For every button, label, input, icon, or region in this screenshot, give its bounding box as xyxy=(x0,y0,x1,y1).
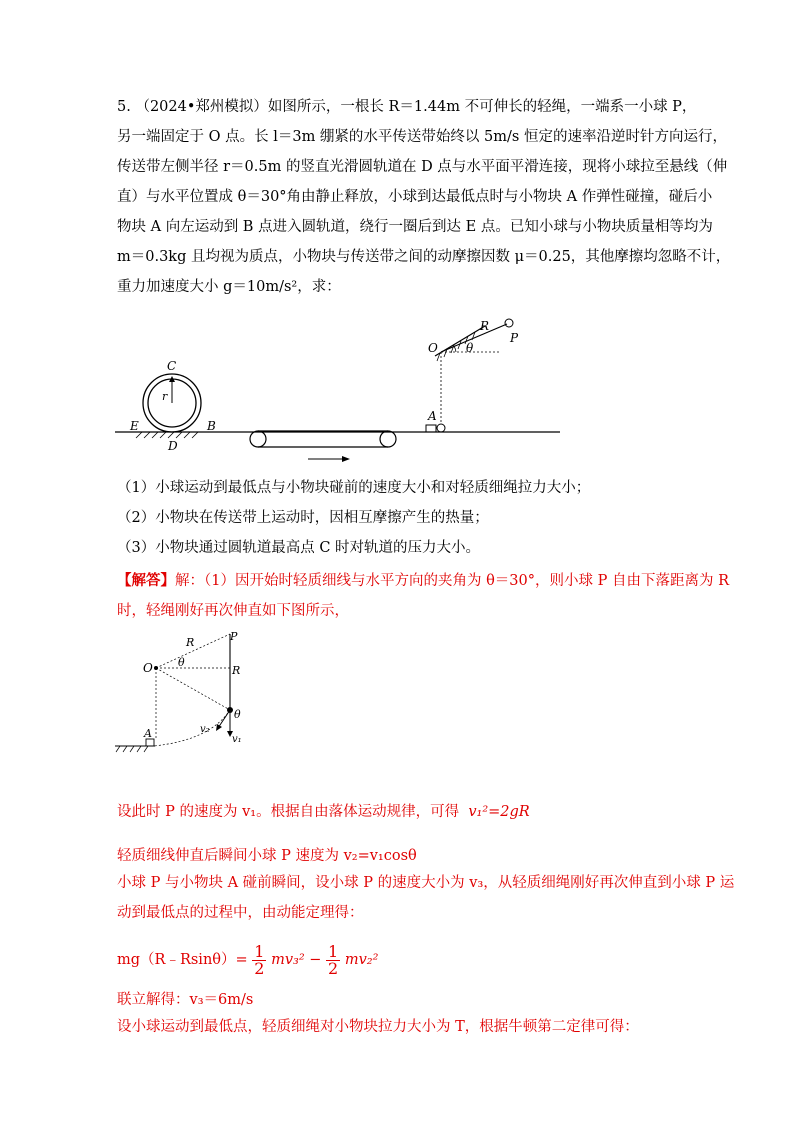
label-E: E xyxy=(130,419,139,433)
fig2-label-v1: v₁ xyxy=(232,734,242,745)
solution-figure xyxy=(110,628,260,758)
label-theta: θ xyxy=(466,341,474,355)
fig2-label-P: P xyxy=(230,630,238,643)
answer-v1-text: 设此时 P 的速度为 v₁。根据自由落体运动规律，可得 xyxy=(117,804,460,820)
fig2-label-O: O xyxy=(143,661,153,675)
eq-left: mg（R﹣Rsinθ）= xyxy=(117,952,248,968)
eq-term-2: mv₂² xyxy=(344,952,379,968)
problem-line: 物块 A 向左运动到 B 点进入圆轨道，绕行一圈后到达 E 点。已知小球与小物块质量相等均为 xyxy=(117,219,713,235)
answer-last: 设小球运动到最低点，轻质细绳对小物块拉力大小为 T，根据牛顿第二定律可得： xyxy=(117,1019,639,1035)
eq-term-1: mv₃² xyxy=(271,952,305,968)
answer-v1-line xyxy=(117,797,697,827)
problem-line: 直）与水平位置成 θ＝30°角由静止释放，小球到达最低点时与小物块 A 作弹性碰撞，碰后小 xyxy=(117,189,713,205)
fig2-label-R2: R xyxy=(232,664,241,677)
label-B: B xyxy=(207,419,216,433)
problem-line: 5. （2024•郑州模拟）如图所示，一根长 R＝1.44m 不可伸长的轻绳，一端系一小球 P， xyxy=(117,99,697,115)
eq-fraction-1: $\frac{1}{2}$ xyxy=(254,941,265,978)
fig2-label-theta2: θ xyxy=(234,708,241,721)
label-C: C xyxy=(167,359,177,373)
answer-intro-1 xyxy=(117,566,730,596)
answer-tag: 【解答】 xyxy=(117,572,175,589)
energy-equation xyxy=(117,940,697,980)
question-2: （2）小物块在传送带上运动时，因相互摩擦产生的热量； xyxy=(117,510,489,526)
problem-line: 另一端固定于 O 点。长 l＝3m 绷紧的水平传送带始终以 5m/s 恒定的速率沿逆时针方向运行， xyxy=(117,129,727,145)
answer-intro-text: 解：（1）因开始时轻质细线与水平方向的夹角为 θ＝30°，则小球 P 自由下落距离为 R xyxy=(175,573,730,589)
problem-line: 重力加速度大小 g＝10m/s²，求： xyxy=(117,279,341,295)
fig2-label-v2: v₂ xyxy=(200,724,210,735)
fig2-label-A: A xyxy=(144,727,152,740)
answer-v2-line: 轻质细线伸直后瞬间小球 P 速度为 v₂=v₁cosθ xyxy=(117,848,417,864)
eq-fraction-2: $\frac{1}{2}$ xyxy=(328,941,339,978)
answer-v3-line-b: 动到最低点的过程中，由动能定理得： xyxy=(117,905,364,921)
problem-figure xyxy=(110,312,600,472)
answer-v3-line-a: 小球 P 与小物块 A 碰前瞬间，设小球 P 的速度大小为 v₃，从轻质细绳刚好再次伸直到小球 P 运 xyxy=(117,875,735,891)
problem-line: 传送带左侧半径 r＝0.5m 的竖直光滑圆轨道在 D 点与水平面平滑连接，现将小球拉至悬线（伸 xyxy=(117,159,728,175)
problem-line: m＝0.3kg 且均视为质点，小物块与传送带之间的动摩擦因数 μ＝0.25，其他摩擦均忽略不计， xyxy=(117,249,731,265)
eq-minus: − xyxy=(309,952,322,968)
label-O: O xyxy=(428,341,438,355)
fig2-label-R1: R xyxy=(186,636,195,649)
fig2-label-theta1: θ xyxy=(178,656,185,669)
label-A: A xyxy=(428,409,437,423)
label-r: r xyxy=(162,390,168,403)
question-1: （1）小球运动到最低点与小物块碰前的速度大小和对轻质细绳拉力大小； xyxy=(117,480,591,496)
label-P: P xyxy=(510,331,519,345)
label-D: D xyxy=(168,439,178,453)
answer-solve: 联立解得：v₃＝6m/s xyxy=(117,992,254,1008)
answer-intro-2: 时，轻绳刚好再次伸直如下图所示， xyxy=(117,603,349,619)
question-3: （3）小物块通过圆轨道最高点 C 时对轨道的压力大小。 xyxy=(117,540,481,556)
answer-v1-equation: v₁²=2gR xyxy=(468,804,530,820)
label-R: R xyxy=(480,319,490,333)
